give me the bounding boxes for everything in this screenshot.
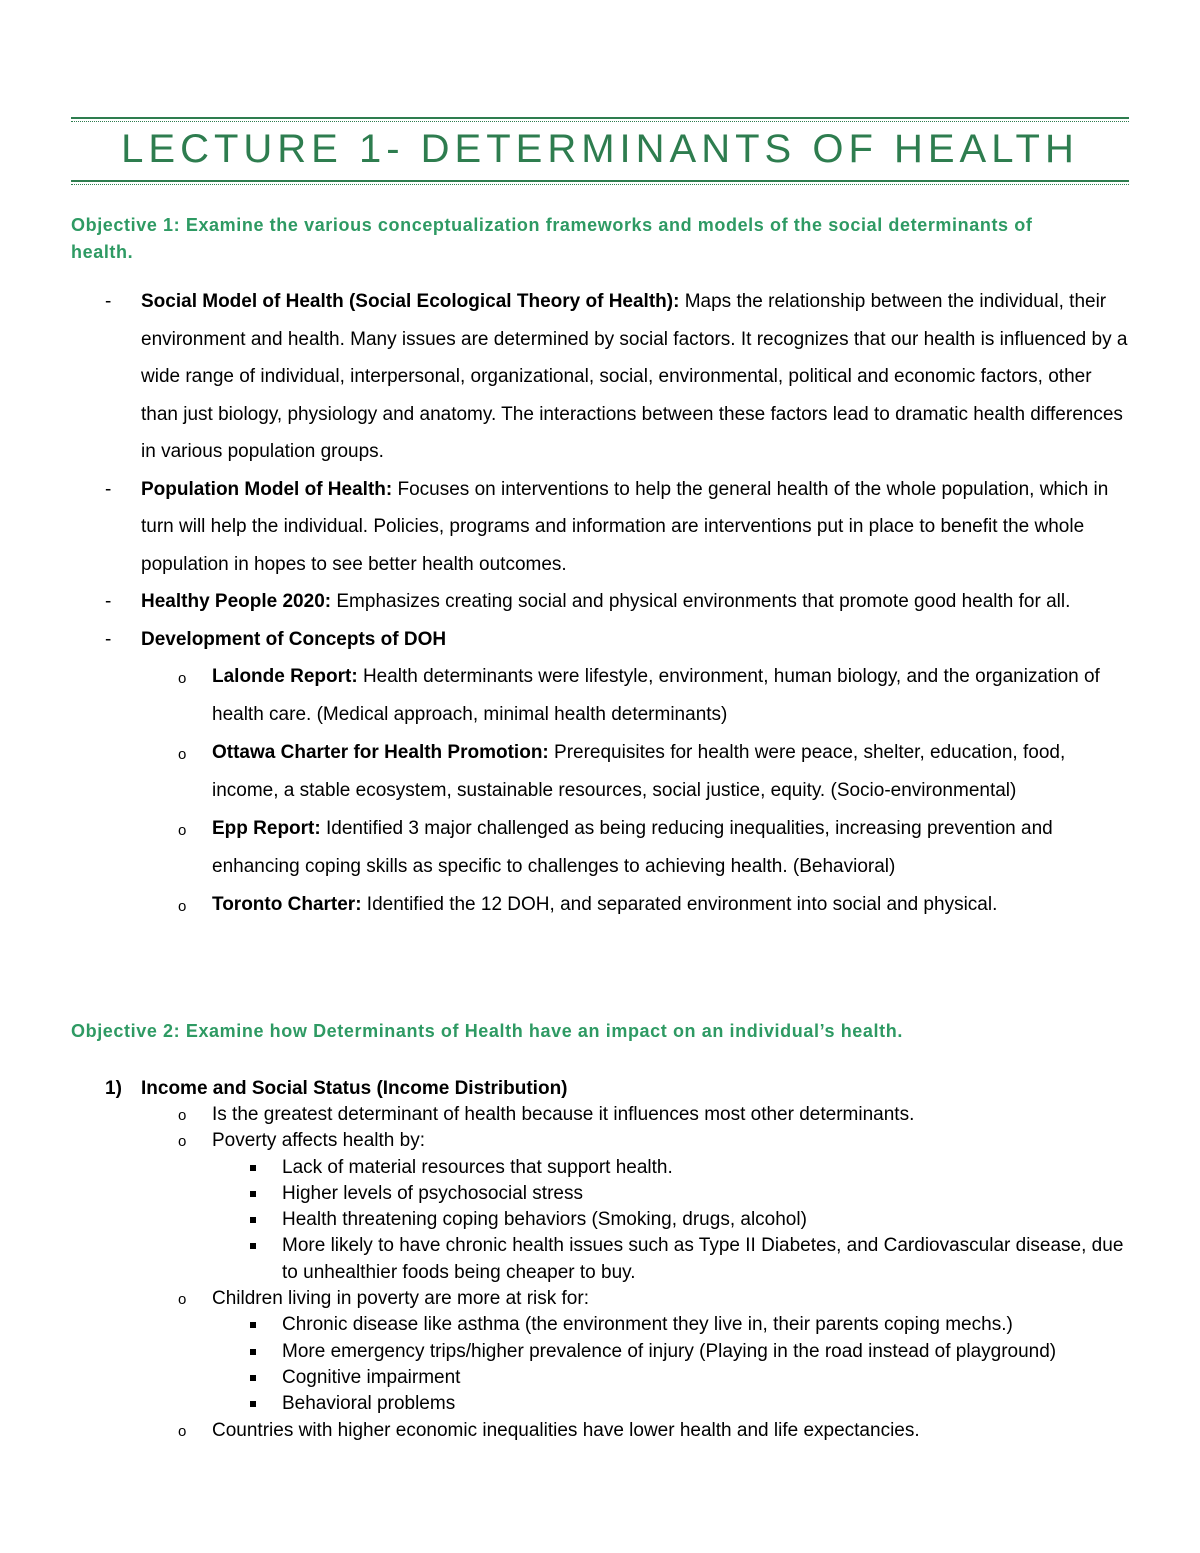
square-bullet bbox=[250, 1243, 256, 1249]
circle-bullet: o bbox=[178, 898, 187, 915]
item-text: Identified 3 major challenged as being reducing inequalities, increasing prevention and enhancing coping skills as specific to challenges to achieving health. (Behavioral) bbox=[212, 818, 1053, 877]
item-text: Lack of material resources that support health. bbox=[282, 1156, 673, 1178]
circle-bullet: o bbox=[178, 670, 187, 687]
circle-bullet: o bbox=[178, 1422, 187, 1440]
list-subitem bbox=[0, 1339, 1132, 1365]
circle-bullet: o bbox=[178, 822, 187, 839]
item-term: Development of Concepts of DOH bbox=[141, 628, 447, 650]
dash-bullet: - bbox=[105, 628, 112, 650]
sublist-item-toronto bbox=[0, 886, 1137, 924]
circle-bullet: o bbox=[178, 746, 187, 763]
sublist-item-epp bbox=[0, 810, 1137, 886]
square-bullet bbox=[250, 1191, 256, 1197]
title-rule-bottom bbox=[71, 180, 1129, 185]
item-text: Poverty affects health by: bbox=[212, 1130, 425, 1152]
dash-bullet: - bbox=[105, 478, 112, 500]
item-term: Social Model of Health (Social Ecological Theory of Health): bbox=[141, 291, 680, 312]
sublist-item-ottawa bbox=[0, 734, 1137, 810]
list-subitem bbox=[0, 1181, 1132, 1207]
list-item-development-doh bbox=[0, 621, 1131, 659]
objective-1-list bbox=[0, 283, 1200, 924]
objective-2-heading: Objective 2: Examine how Determinants of Health have an impact on an individual’s health. bbox=[71, 1021, 903, 1041]
list-subitem bbox=[0, 1155, 1132, 1181]
square-bullet bbox=[250, 1375, 256, 1381]
dash-bullet: - bbox=[105, 291, 112, 312]
section-heading-income bbox=[105, 1075, 568, 1102]
item-term: Toronto Charter: bbox=[212, 894, 362, 915]
item-text: Health determinants were lifestyle, environment, human biology, and the organization of health care. (Medical approach, minimal health determinants) bbox=[212, 666, 1100, 725]
item-text: More emergency trips/higher prevalence of injury (Playing in the road instead of playground) bbox=[282, 1340, 1057, 1362]
list-item-population-model bbox=[0, 471, 1131, 584]
item-text: Identified the 12 DOH, and separated environment into social and physical. bbox=[361, 894, 998, 915]
list-item-social-model bbox=[0, 283, 1131, 471]
item-term: Population Model of Health: bbox=[141, 478, 393, 500]
document-title: LECTURE 1- DETERMINANTS OF HEALTH bbox=[121, 127, 1079, 171]
item-text: Emphasizes creating social and physical environments that promote good health for all. bbox=[331, 591, 1071, 612]
item-text: Higher levels of psychosocial stress bbox=[282, 1182, 583, 1204]
item-text: More likely to have chronic health issues such as Type II Diabetes, and Cardiovascular disease, due to unhealthier foods being cheaper to buy. bbox=[282, 1235, 1124, 1283]
objective-1-heading: Objective 1: Examine the various conceptualization frameworks and models of the social determinants of health. bbox=[71, 215, 1033, 262]
item-term: Lalonde Report: bbox=[212, 666, 358, 687]
title-rule-top bbox=[71, 117, 1129, 122]
section-title: Income and Social Status (Income Distribution) bbox=[141, 1078, 568, 1099]
list-subitem bbox=[0, 1312, 1132, 1338]
item-term: Healthy People 2020: bbox=[141, 591, 332, 612]
list-subitem bbox=[0, 1365, 1132, 1391]
list-subitem bbox=[0, 1207, 1132, 1233]
square-bullet bbox=[250, 1401, 256, 1407]
item-text: Behavioral problems bbox=[282, 1393, 456, 1415]
item-term: Epp Report: bbox=[212, 818, 321, 839]
circle-bullet: o bbox=[178, 1291, 187, 1309]
list-subitem bbox=[0, 1233, 1132, 1286]
list-item-healthy-people bbox=[0, 583, 1131, 621]
item-term: Ottawa Charter for Health Promotion: bbox=[212, 742, 549, 763]
objective-2-list bbox=[0, 1102, 1200, 1444]
item-text: Children living in poverty are more at risk for: bbox=[212, 1288, 589, 1310]
list-item bbox=[0, 1128, 1132, 1154]
item-text: Countries with higher economic inequalities have lower health and life expectancies. bbox=[212, 1419, 920, 1441]
square-bullet bbox=[250, 1217, 256, 1223]
square-bullet bbox=[250, 1349, 256, 1355]
item-text: Focuses on interventions to help the general health of the whole population, which in turn will help the individual. Policies, programs and information are interventions put in place to benefit the whole population in hopes to see better health outcomes. bbox=[141, 478, 1109, 575]
circle-bullet: o bbox=[178, 1133, 187, 1151]
sublist-item-lalonde bbox=[0, 658, 1137, 734]
circle-bullet: o bbox=[178, 1107, 187, 1124]
list-item bbox=[0, 1102, 1132, 1128]
section-number: 1) bbox=[105, 1078, 122, 1099]
item-text: Health threatening coping behaviors (Smoking, drugs, alcohol) bbox=[282, 1209, 807, 1231]
item-text: Prerequisites for health were peace, shelter, education, food, income, a stable ecosystem, sustainable resources, social justice, equity. (Socio-environmental) bbox=[212, 742, 1066, 801]
item-text: Cognitive impairment bbox=[282, 1366, 461, 1388]
dash-bullet: - bbox=[105, 591, 112, 612]
item-text: Chronic disease like asthma (the environment they live in, their parents coping mechs.) bbox=[282, 1314, 1013, 1336]
item-text: Maps the relationship between the individual, their environment and health. Many issues are determined by social factors. It recognizes that our health is influenced by a wide range of individual, interpersonal, organizational, social, environmental, political and economic factors, other than just biology, physiology and anatomy. The interactions between these factors lead to dramatic health differences in various population groups. bbox=[141, 291, 1128, 462]
list-subitem bbox=[0, 1391, 1132, 1417]
list-item bbox=[0, 1418, 1132, 1444]
item-text: Is the greatest determinant of health because it influences most other determinants. bbox=[212, 1104, 915, 1125]
list-item bbox=[0, 1286, 1132, 1312]
square-bullet bbox=[250, 1165, 256, 1171]
square-bullet bbox=[250, 1322, 256, 1328]
